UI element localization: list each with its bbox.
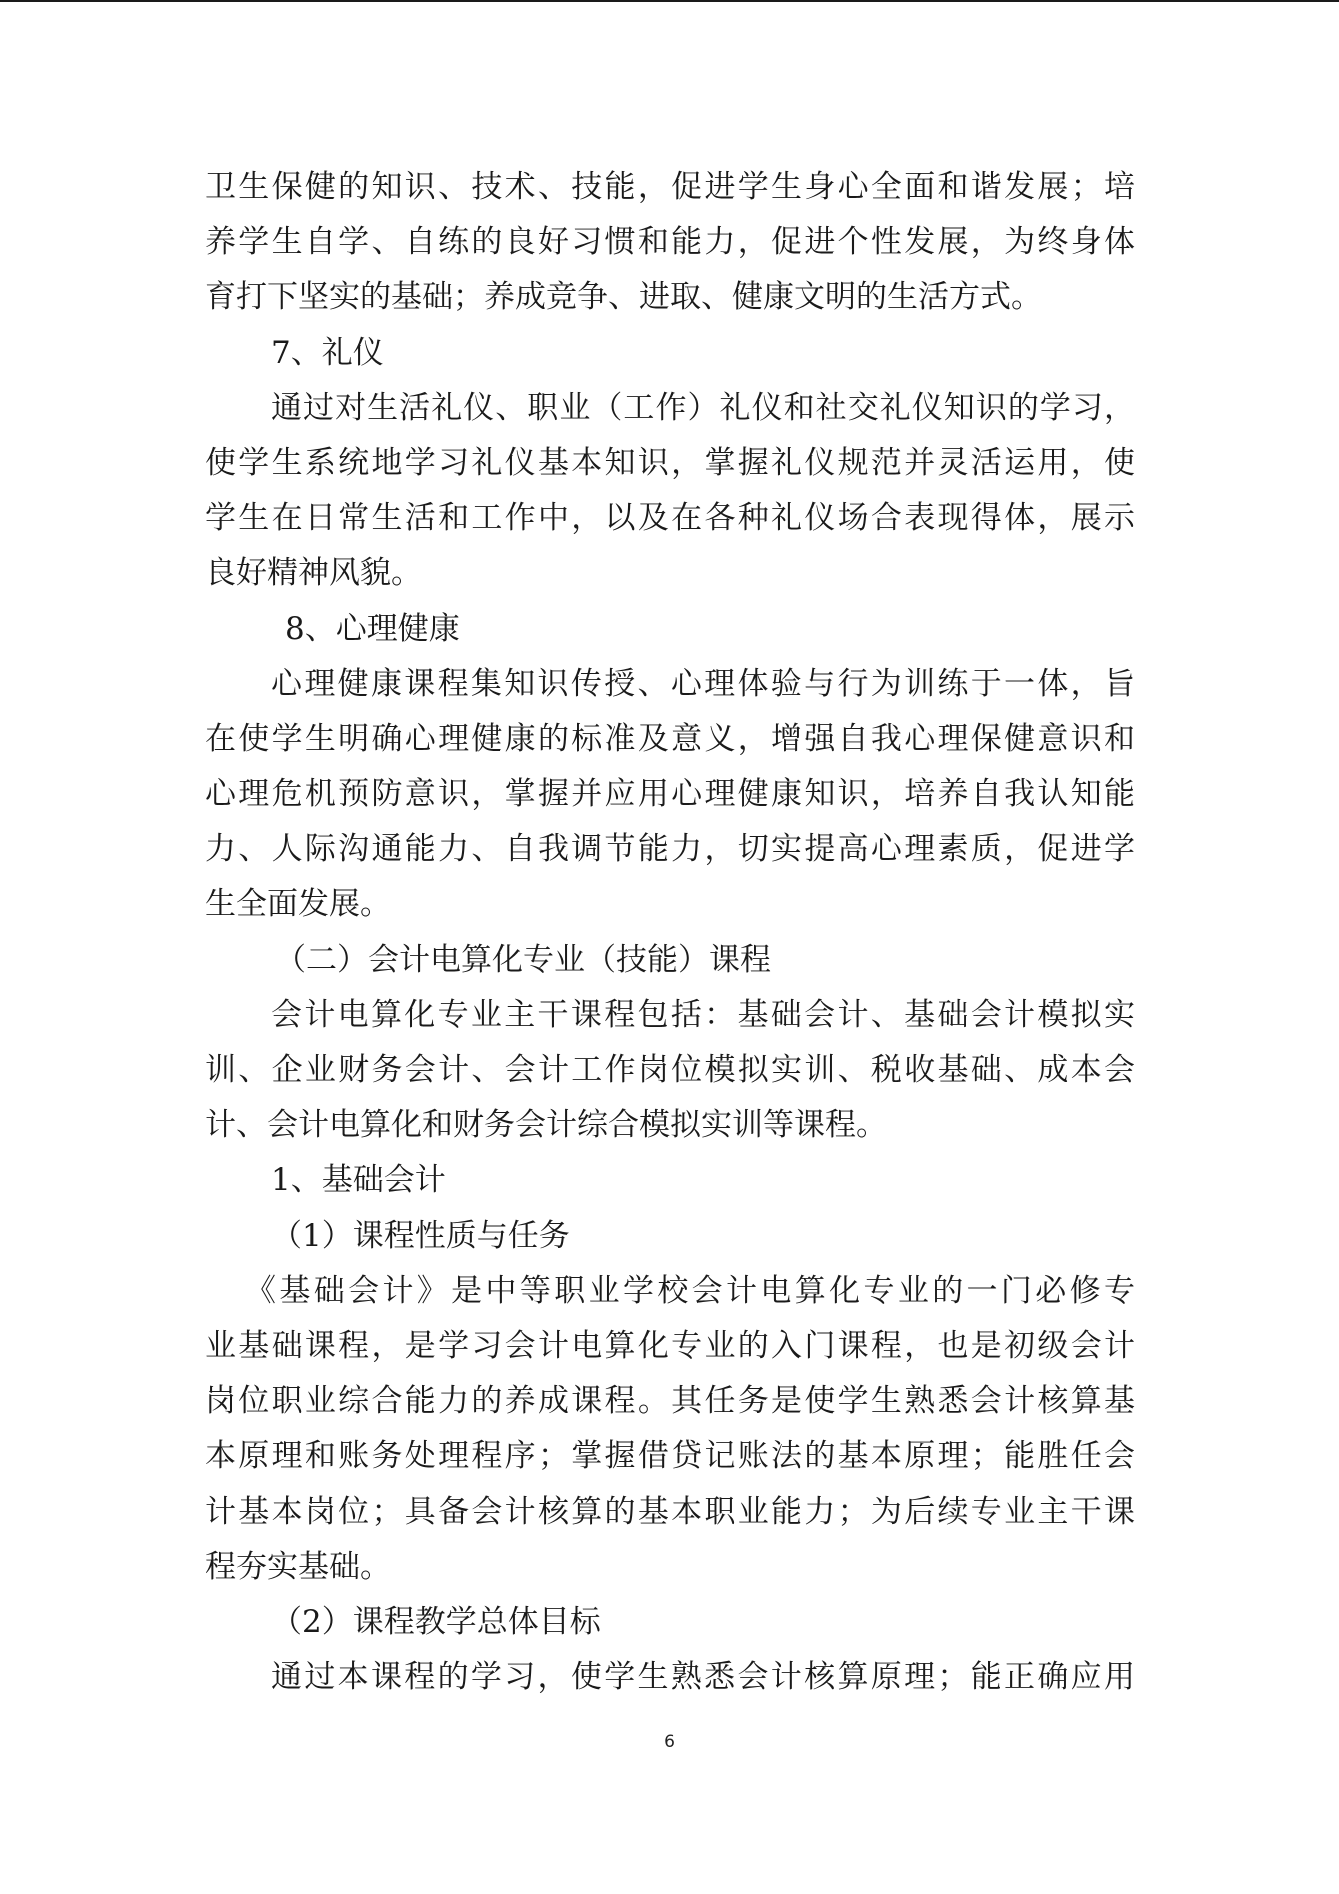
paragraph-line: 业基础课程，是学习会计电算化专业的入门课程，也是初级会计 [205,1327,1135,1364]
paragraph-line: 使学生系统地学习礼仪基本知识，掌握礼仪规范并灵活运用，使 [205,444,1135,481]
section-heading-professional-courses: （二）会计电算化专业（技能）课程 [275,941,771,978]
paragraph-line: 力、人际沟通能力、自我调节能力，切实提高心理素质，促进学 [205,831,1135,868]
paragraph-line: 良好精神风貌。 [205,555,422,592]
subsection-heading-course-nature: （1）课程性质与任务 [271,1217,570,1254]
paragraph-line: 养学生自学、自练的良好习惯和能力，促进个性发展，为终身体 [205,224,1135,261]
page-number: 6 [664,1732,675,1752]
paragraph-line: 训、企业财务会计、会计工作岗位模拟实训、税收基础、成本会 [205,1052,1135,1088]
subsection-heading-teaching-goals: （2）课程教学总体目标 [271,1603,601,1640]
paragraph-line: 学生在日常生活和工作中，以及在各种礼仪场合表现得体，展示 [205,500,1135,537]
document-body [205,160,1135,1705]
paragraph-line: 计、会计电算化和财务会计综合模拟实训等课程。 [205,1107,887,1144]
section-heading-etiquette: 7、礼仪 [271,334,384,371]
paragraph-line: 《基础会计》是中等职业学校会计电算化专业的一门必修专 [245,1272,1135,1309]
paragraph-line: 会计电算化专业主干课程包括：基础会计、基础会计模拟实 [271,996,1135,1033]
paragraph-line: 通过对生活礼仪、职业（工作）礼仪和社交礼仪知识的学习， [271,389,1135,426]
paragraph-line: 程夯实基础。 [205,1548,391,1585]
paragraph-line: 生全面发展。 [205,886,391,923]
paragraph-line: 心理危机预防意识，掌握并应用心理健康知识，培养自我认知能 [205,776,1135,813]
section-heading-mental-health: 8、心理健康 [285,610,460,647]
paragraph-line: 岗位职业综合能力的养成课程。其任务是使学生熟悉会计核算基 [205,1383,1135,1420]
section-heading-basic-accounting: 1、基础会计 [271,1162,446,1199]
paragraph-line: 计基本岗位；具备会计核算的基本职业能力；为后续专业主干课 [205,1493,1135,1530]
paragraph-line: 通过本课程的学习，使学生熟悉会计核算原理；能正确应用 [271,1659,1135,1696]
paragraph-line: 在使学生明确心理健康的标准及意义，增强自我心理保健意识和 [205,720,1135,757]
paragraph-line: 育打下坚实的基础；养成竞争、进取、健康文明的生活方式。 [205,279,1042,316]
paragraph-line: 卫生保健的知识、技术、技能，促进学生身心全面和谐发展；培 [205,169,1135,205]
top-border-rule [0,0,1339,2]
paragraph-line: 本原理和账务处理程序；掌握借贷记账法的基本原理；能胜任会 [205,1438,1135,1475]
paragraph-line: 心理健康课程集知识传授、心理体验与行为训练于一体，旨 [271,665,1135,702]
